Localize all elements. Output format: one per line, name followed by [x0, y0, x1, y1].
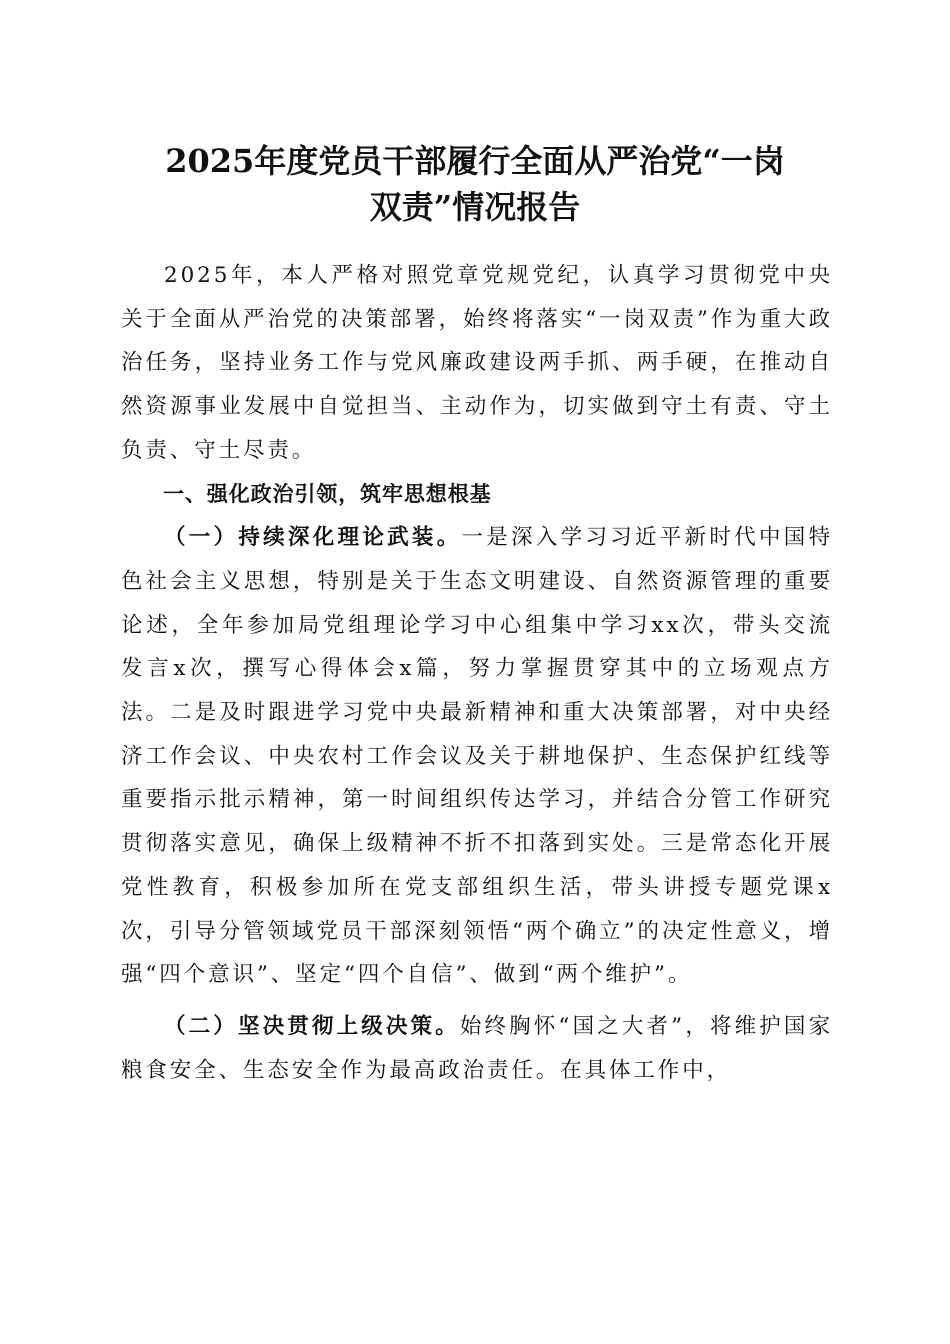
subsection-2-title: （二）坚决贯彻上级决策。	[164, 1013, 460, 1039]
document-body	[121, 254, 833, 1092]
subsection-1-body: 一是深入学习习近平新时代中国特色社会主义思想，特别是关于生态文明建设、自然资源管理的重要论述，全年参加局党组理论学习中心组集中学习xx次，带头交流发言x次，撰写心得体会x篇，努力掌握贯穿其中的立场观点方法。二是及时跟进学习党中央最新精神和重大决策部署，对中央经济工作会议、中央农村工作会议及关于耕地保护、生态保护红线等重要指示批示精神，第一时间组织传达学习，并结合分管工作研究贯彻落实意见，确保上级精神不折不扣落到实处。三是常态化开展党性教育，积极参加所在党支部组织生活，带头讲授专题党课x次，引导分管领域党员干部深刻领悟“两个确立”的决定性意义，增强“四个意识”、坚定“四个自信”、做到“两个维护”。	[121, 525, 833, 988]
document-title	[110, 138, 840, 230]
subsection-1-title: （一）持续深化理论武装。	[164, 525, 462, 551]
section-heading-1: 一、强化政治引领，筑牢思想根基	[163, 481, 492, 506]
subsection-2-body: 始终胸怀“国之大者”，将维护国家粮食安全、生态安全作为最高政治责任。在具体工作中，	[121, 1013, 833, 1083]
intro-paragraph: 2025年，本人严格对照党章党规党纪，认真学习贯彻党中央关于全面从严治党的决策部署，始终将落实“一岗双责”作为重大政治任务，坚持业务工作与党风廉政建设两手抓、两手硬，在推动自然资源事业发展中自觉担当、主动作为，切实做到守土有责、守土负责、守土尽责。	[121, 263, 833, 463]
title-line-2: 双责”情况报告	[369, 188, 581, 226]
subsection-2-paragraph	[121, 1005, 833, 1092]
paragraph-gap	[121, 997, 833, 1005]
subsection-1-paragraph	[121, 516, 833, 997]
title-line-1: 2025年度党员干部履行全面从严治党“一岗	[165, 142, 785, 180]
